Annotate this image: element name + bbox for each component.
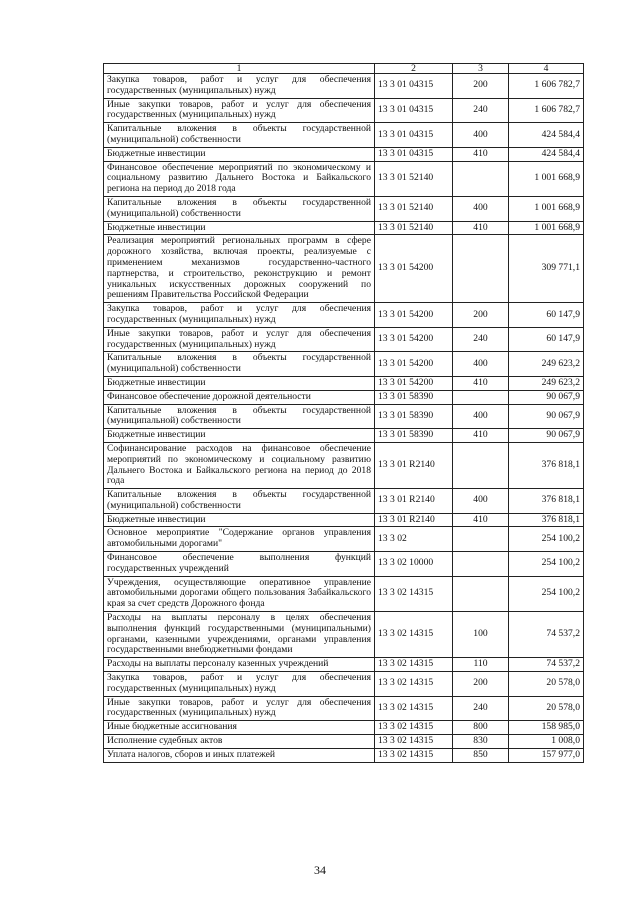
row-kind: 410	[453, 221, 509, 235]
row-sum: 249 623,2	[509, 352, 584, 377]
row-name: Реализация мероприятий региональных программ в сфере дорожного хозяйства, включая проекты, реализуемые с применением механизмов государственно-частного партнерства, и строительство, реконструкцию и ремонт уникальных искусственных дорожных сооружений по решениям Правительства Российской Федерации	[104, 235, 375, 303]
budget-table	[103, 63, 584, 763]
row-name: Закупка товаров, работ и услуг для обеспечения государственных (муниципальных) нужд	[104, 74, 375, 99]
row-code: 13 3 01 58390	[375, 390, 453, 404]
row-sum: 424 584,4	[509, 147, 584, 161]
row-sum: 424 584,4	[509, 123, 584, 148]
row-sum: 60 147,9	[509, 327, 584, 352]
row-sum: 376 818,1	[509, 489, 584, 514]
row-code: 13 3 01 54200	[375, 352, 453, 377]
column-number-1: 1	[104, 64, 375, 74]
row-sum: 90 067,9	[509, 429, 584, 443]
table-row	[104, 429, 584, 443]
row-kind: 400	[453, 196, 509, 221]
table-row	[104, 552, 584, 577]
row-kind	[453, 527, 509, 552]
row-kind: 410	[453, 147, 509, 161]
table-row	[104, 390, 584, 404]
row-sum: 90 067,9	[509, 404, 584, 429]
row-kind: 410	[453, 513, 509, 527]
row-kind: 400	[453, 123, 509, 148]
row-code: 13 3 02 14315	[375, 612, 453, 658]
row-code: 13 3 01 04315	[375, 123, 453, 148]
row-sum: 254 100,2	[509, 552, 584, 577]
row-kind: 400	[453, 352, 509, 377]
row-sum: 1 001 668,9	[509, 161, 584, 196]
table-row	[104, 376, 584, 390]
row-sum: 254 100,2	[509, 527, 584, 552]
row-sum: 1 606 782,7	[509, 74, 584, 99]
row-name: Исполнение судебных актов	[104, 735, 375, 749]
row-kind: 400	[453, 489, 509, 514]
row-kind: 400	[453, 404, 509, 429]
table-row	[104, 612, 584, 658]
row-code: 13 3 02 14315	[375, 672, 453, 697]
row-name: Основное мероприятие "Содержание органов управления автомобильными дорогами"	[104, 527, 375, 552]
row-sum: 1 001 668,9	[509, 196, 584, 221]
row-kind: 110	[453, 658, 509, 672]
row-kind: 200	[453, 672, 509, 697]
table-row	[104, 735, 584, 749]
row-kind	[453, 576, 509, 611]
row-code: 13 3 01 54200	[375, 303, 453, 328]
column-number-3: 3	[453, 64, 509, 74]
row-kind	[453, 235, 509, 303]
row-name: Расходы на выплаты персоналу в целях обеспечения выполнения функций государственными (муниципальными) органами, казенными учреждениями, органами управления государственными внебюджетными фондами	[104, 612, 375, 658]
row-sum: 309 771,1	[509, 235, 584, 303]
page-number: 34	[314, 863, 326, 877]
row-code: 13 3 01 58390	[375, 429, 453, 443]
row-code: 13 3 01 54200	[375, 327, 453, 352]
row-name: Бюджетные инвестиции	[104, 429, 375, 443]
row-name: Капитальные вложения в объекты государственной (муниципальной) собственности	[104, 196, 375, 221]
row-sum: 20 578,0	[509, 696, 584, 721]
table-row	[104, 352, 584, 377]
table-header-row	[104, 64, 584, 74]
column-number-2: 2	[375, 64, 453, 74]
table-row	[104, 221, 584, 235]
row-code: 13 3 02	[375, 527, 453, 552]
row-code: 13 3 01 04315	[375, 147, 453, 161]
table-row	[104, 303, 584, 328]
row-name: Иные бюджетные ассигнования	[104, 721, 375, 735]
row-code: 13 3 02 14315	[375, 721, 453, 735]
row-kind	[453, 390, 509, 404]
row-sum: 74 537,2	[509, 612, 584, 658]
row-name: Иные закупки товаров, работ и услуг для обеспечения государственных (муниципальных) нужд	[104, 98, 375, 123]
row-name: Иные закупки товаров, работ и услуг для обеспечения государственных (муниципальных) нужд	[104, 696, 375, 721]
table-row	[104, 672, 584, 697]
row-name: Капитальные вложения в объекты государственной (муниципальной) собственности	[104, 404, 375, 429]
row-code: 13 3 02 14315	[375, 748, 453, 762]
row-name: Закупка товаров, работ и услуг для обеспечения государственных (муниципальных) нужд	[104, 303, 375, 328]
row-name: Финансовое обеспечение дорожной деятельности	[104, 390, 375, 404]
table-row	[104, 696, 584, 721]
table-row	[104, 404, 584, 429]
row-kind: 850	[453, 748, 509, 762]
row-name: Бюджетные инвестиции	[104, 221, 375, 235]
table-row	[104, 658, 584, 672]
row-kind: 240	[453, 98, 509, 123]
row-name: Расходы на выплаты персоналу казенных учреждений	[104, 658, 375, 672]
row-sum: 376 818,1	[509, 442, 584, 488]
table-row	[104, 513, 584, 527]
table-row	[104, 235, 584, 303]
budget-table-body	[104, 64, 584, 763]
row-name: Иные закупки товаров, работ и услуг для обеспечения государственных (муниципальных) нужд	[104, 327, 375, 352]
row-name: Закупка товаров, работ и услуг для обеспечения государственных (муниципальных) нужд	[104, 672, 375, 697]
table-row	[104, 721, 584, 735]
row-code: 13 3 01 52140	[375, 196, 453, 221]
table-row	[104, 147, 584, 161]
row-sum: 249 623,2	[509, 376, 584, 390]
row-code: 13 3 02 14315	[375, 735, 453, 749]
row-kind	[453, 161, 509, 196]
table-row	[104, 74, 584, 99]
table-row	[104, 442, 584, 488]
row-code: 13 3 01 54200	[375, 235, 453, 303]
row-sum: 90 067,9	[509, 390, 584, 404]
row-code: 13 3 01 04315	[375, 98, 453, 123]
row-code: 13 3 02 14315	[375, 696, 453, 721]
row-kind: 410	[453, 376, 509, 390]
row-code: 13 3 02 14315	[375, 658, 453, 672]
row-sum: 158 985,0	[509, 721, 584, 735]
row-code: 13 3 01 R2140	[375, 513, 453, 527]
table-row	[104, 327, 584, 352]
row-code: 13 3 01 R2140	[375, 442, 453, 488]
table-row	[104, 527, 584, 552]
row-name: Капитальные вложения в объекты государственной (муниципальной) собственности	[104, 123, 375, 148]
row-kind: 240	[453, 327, 509, 352]
row-name: Финансовое обеспечение мероприятий по экономическому и социальному развитию Дальнего Востока и Байкальского региона на период до 2018 года	[104, 161, 375, 196]
row-name: Софинансирование расходов на финансовое обеспечение мероприятий по экономическому и социальному развитию Дальнего Востока и Байкальского региона на период до 2018 года	[104, 442, 375, 488]
row-name: Уплата налогов, сборов и иных платежей	[104, 748, 375, 762]
row-sum: 74 537,2	[509, 658, 584, 672]
row-sum: 376 818,1	[509, 513, 584, 527]
row-sum: 60 147,9	[509, 303, 584, 328]
table-row	[104, 98, 584, 123]
row-kind: 200	[453, 74, 509, 99]
row-code: 13 3 01 54200	[375, 376, 453, 390]
row-sum: 254 100,2	[509, 576, 584, 611]
row-name: Капитальные вложения в объекты государственной (муниципальной) собственности	[104, 489, 375, 514]
row-code: 13 3 01 58390	[375, 404, 453, 429]
row-sum: 1 008,0	[509, 735, 584, 749]
row-name: Финансовое обеспечение выполнения функций государственных учреждений	[104, 552, 375, 577]
row-sum: 157 977,0	[509, 748, 584, 762]
row-kind: 830	[453, 735, 509, 749]
row-kind	[453, 442, 509, 488]
table-row	[104, 161, 584, 196]
table-row	[104, 748, 584, 762]
table-row	[104, 576, 584, 611]
table-row	[104, 123, 584, 148]
row-code: 13 3 01 R2140	[375, 489, 453, 514]
row-kind: 240	[453, 696, 509, 721]
row-name: Бюджетные инвестиции	[104, 147, 375, 161]
row-code: 13 3 01 52140	[375, 161, 453, 196]
row-code: 13 3 01 04315	[375, 74, 453, 99]
row-kind: 200	[453, 303, 509, 328]
row-sum: 1 001 668,9	[509, 221, 584, 235]
row-sum: 1 606 782,7	[509, 98, 584, 123]
row-name: Бюджетные инвестиции	[104, 513, 375, 527]
row-code: 13 3 01 52140	[375, 221, 453, 235]
row-sum: 20 578,0	[509, 672, 584, 697]
row-name: Капитальные вложения в объекты государственной (муниципальной) собственности	[104, 352, 375, 377]
table-row	[104, 196, 584, 221]
row-kind: 100	[453, 612, 509, 658]
row-code: 13 3 02 10000	[375, 552, 453, 577]
row-kind: 410	[453, 429, 509, 443]
row-code: 13 3 02 14315	[375, 576, 453, 611]
row-name: Бюджетные инвестиции	[104, 376, 375, 390]
row-name: Учреждения, осуществляющие оперативное управление автомобильными дорогами общего пользования Забайкальского края за счет средств Дорожного фонда	[104, 576, 375, 611]
table-row	[104, 489, 584, 514]
row-kind: 800	[453, 721, 509, 735]
row-kind	[453, 552, 509, 577]
column-number-4: 4	[509, 64, 584, 74]
